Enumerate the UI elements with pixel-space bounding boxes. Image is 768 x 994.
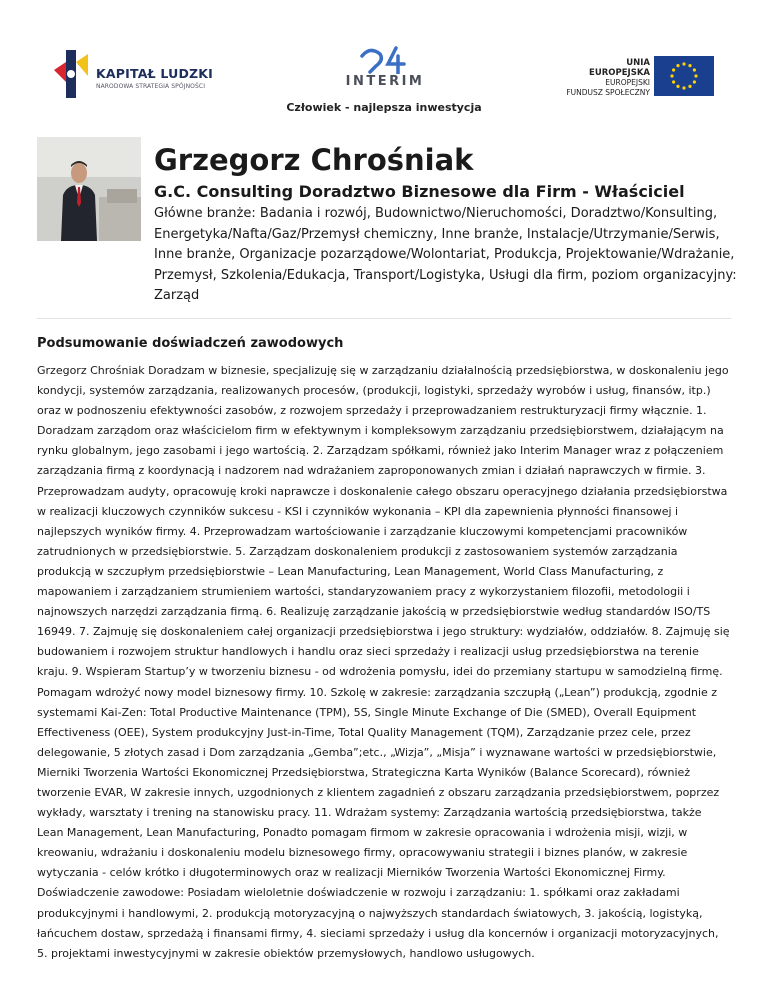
interim-24-icon [340, 44, 430, 74]
company-title: G.C. Consulting Doradztwo Biznesowe dla Firm - Właściciel [154, 182, 685, 201]
interim-wordmark: INTERIM [345, 74, 425, 89]
industries-list: Główne branże: Badania i rozwój, Budownictwo/Nieruchomości, Doradztwo/Konsulting, Energetyka/Nafta/Gaz/Przemysł chemiczny, Inne branże, Instalacje/Utrzymanie/Serwis, Inne branże, Organizacje pozarządowe/Wolontariat, Produkcja, Projektowanie/Wdrażanie, Przemysł, Szkolenia/Edukacja, Transport/Logistyka, Usługi dla firm, poziom organizacyjny: Zarząd [154, 206, 737, 303]
profile-photo [37, 137, 141, 241]
eu-line1: EUROPEJSKI [605, 78, 650, 87]
summary-text: Grzegorz Chrośniak Doradzam w biznesie, specjalizuję się w zarządzaniu działalnością przedsiębiorstwa, w doskonaleniu jego kondycji, systemów zarządzania, realizowanych procesów, (produkcji, logistyki, sprzedaży wyrobów i usług, finansów, itp.) oraz w podnoszeniu efektywności zasobów, z rozwojem sprzedaży i przeprowadzaniem restrukturyzacji firmy włącznie. 1. Doradzam zarządom oraz właścicielom firm w efektywnym i kompleksowym zarządzaniu przedsiębiorstwem, działającym na rynku globalnym, jego zasobami i jego wartością. 2. Zarządzam spółkami, również jako Interim Manager wraz z połączeniem zarządzania firmą z koordynacją i nadzorem nad wdrażaniem zaproponowanych zmian i działań naprawczych w firmie. 3. Przeprowadzam audyty, opracowuję kroki naprawcze i doskonalenie całego obszaru operacyjnego działania przedsiębiorstwa w realizacji kluczowych czynników sukcesu - KSI i czynników wykonania – KPI dla zapewnienia płynności finansowej i najlepszych wyników firmy. 4. Przeprowadzam wartościowanie i zarządzanie kluczowymi kompetencjami pracowników zatrudnionych w przedsiębiorstwie. 5. Zarządzam doskonaleniem produkcji z zastosowaniem systemów zarządzania produkcją w szczupłym przedsiębiorstwie – Lean Manufacturing, Lean Management, World Class Manufacturing, z mapowaniem i zarządzaniem strumieniem wartości, standaryzowaniem pracy z wykorzystaniem filozofii, metodologii i najnowszych narzędzi zarządzania firmą. 6. Realizuję zarządzanie jakością w przedsiębiorstwie według standardów ISO/TS 16949. 7. Zajmuję się doskonaleniem całej organizacji przedsiębiorstwa i jego struktury: wydziałów, oddziałów. 8. Zajmuję się budowaniem i rozwojem struktur handlowych i handlu oraz sieci sprzedaży i realizacji usług przedsiębiorstwa na terenie kraju. 9. Wspieram Startup’y w tworzeniu biznesu - od wdrożenia pomysłu, idei do przemiany startupu w samodzielną firmę. Pomagam wdrożyć nowy model biznesowy firmy. 10. Szkolę w zakresie: zarządzania szczupłą („Lean”) produkcją, zgodnie z systemami Kai-Zen: Total Productive Maintenance (TPM), 5S, Single Minute Exchange of Die (SMED), Overall Equipment Effectiveness (OEE), System produkcyjny Just-in-Time, Total Quality Management (TQM), Zarządzanie przez cele, przez delegowanie, 5 złotych zasad i Dom zarządzania „Gemba”;etc., „Wizja”, „Misja” i wyznawane wartości w przedsiębiorstwie, Mierniki Tworzenia Wartości Ekonomicznej Przedsiębiorstwa, Strategiczna Karta Wyników (Balance Scorecard), również tworzenie EVAR, W zakresie innych, uzgodnionych z klientem zagadnień z obszaru zarządzania przedsiębiorstwem, poprzez wykłady, warsztaty i trening na stanowisku pracy. 11. Wdrażam systemy: Zarządzania wartością przedsiębiorstwa, także Lean Management, Lean Manufacturing, Ponadto pomagam firmom w zakresie opracowania i wdrożenia misji, wizji, w kreowaniu, wdrażaniu i doskonaleniu modelu biznesowego firmy, opracowywaniu strategii i biznes planów, w zakresie wytyczania - celów krótko i długoterminowych oraz w realizacji Mierników Tworzenia Wartości Ekonomicznej Firmy. Doświadczenie zawodowe: Posiadam wieloletnie doświadczenie w rozwoju i zarządzaniu: 1. spółkami oraz zakładami produkcyjnymi i handlowymi, 2. produkcją motoryzacyjną o najwyższych standardach światowych, 3. jakością, logistyką, łańcuchem dostaw, sprzedażą i finansami firmy, 4. sieciami sprzedaży i usług dla koncernów i organizacji motoryzacyjnych, 5. projektami inwestycyjnymi w zakresie obiektów przemysłowych, handlowo usługowych. [37, 364, 730, 960]
profile-header [154, 142, 744, 307]
interim-logo [340, 44, 430, 98]
kapital-ludzki-emblem-icon [52, 48, 92, 100]
kapital-ludzki-subtitle: NARODOWA STRATEGIA SPÓJNOŚCI [96, 83, 206, 90]
eu-title: UNIA EUROPEJSKA [589, 58, 650, 78]
eu-stars-icon [654, 56, 714, 96]
summary-heading: Podsumowanie doświadczeń zawodowych [37, 336, 344, 351]
tagline: Człowiek - najlepsza inwestycja [286, 101, 482, 114]
eu-flag-icon [654, 56, 714, 96]
person-name: Grzegorz Chrośniak [154, 143, 474, 177]
eu-logo [566, 56, 716, 100]
kapital-ludzki-title: KAPITAŁ LUDZKI [96, 66, 214, 81]
header [0, 0, 768, 100]
section-divider [37, 318, 731, 319]
kapital-ludzki-logo [60, 48, 220, 100]
person-photo-icon [37, 137, 141, 241]
eu-line2: FUNDUSZ SPOŁECZNY [566, 88, 650, 97]
